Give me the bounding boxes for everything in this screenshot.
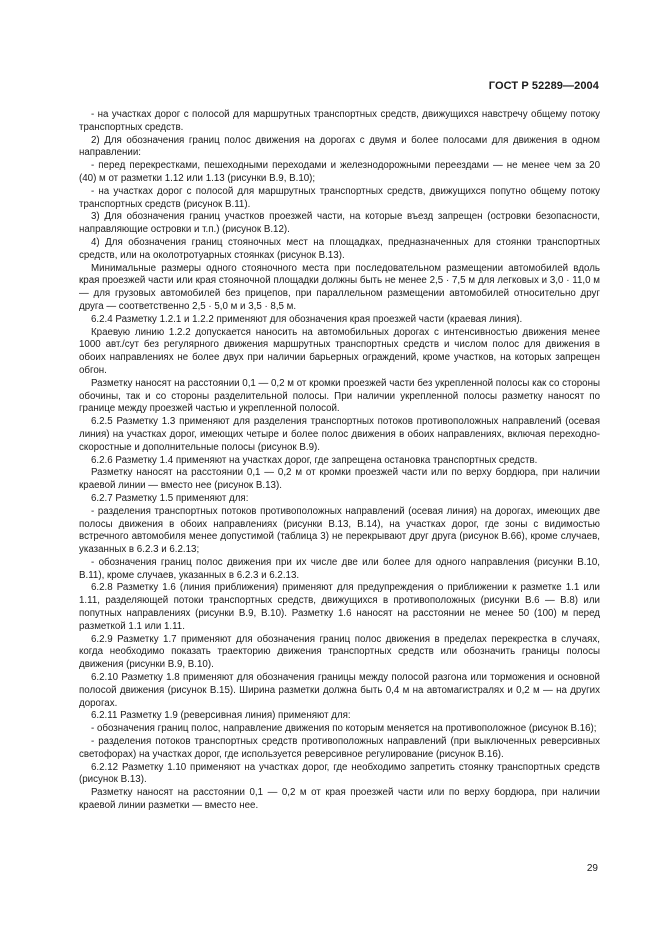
paragraph: Разметку наносят на расстоянии 0,1 — 0,2 м от края проезжей части или по верху бордюра, при наличии краевой линии разметки — вместо нее.	[79, 787, 600, 812]
paragraph: 6.2.4 Разметку 1.2.1 и 1.2.2 применяют для обозначения края проезжей части (краевая линия).	[91, 313, 523, 325]
paragraph: - обозначения границ полос движения при их числе две или более для одного направления (рисунки В.10, В.11), кроме случаев, указанных в 6.2.3 и 6.2.13.	[79, 556, 600, 581]
paragraph: 2) Для обозначения границ полос движения на дорогах с двумя и более полосами для движения в одном направлении:	[79, 134, 600, 159]
paragraph: Минимальные размеры одного стояночного места при последовательном размещении автомобилей вдоль края проезжей части или края стояночной площадки должны быть не менее 2,5 · 7,5 м для легковых и 3,0 · 11,0 м — для грузовых автомобилей без прицепов, при параллельном размещении автомобилей относительно друг друга — соответственно 2,5 · 5,0 м и 3,5 · 8,5 м.	[79, 262, 600, 312]
paragraph: 6.2.7 Разметку 1.5 применяют для:	[91, 492, 249, 504]
paragraph: 6.2.9 Разметку 1.7 применяют для обозначения границ полос движения в пределах перекрестка в случаях, когда необходимо показать траекторию движения транспортных средств или обозначить границы полосы движения (рисунки В.9, В.10).	[79, 633, 600, 671]
paragraph: 6.2.12 Разметку 1.10 применяют на участках дорог, где необходимо запретить стоянку транспортных средств (рисунок В.13).	[79, 761, 600, 786]
paragraph: - на участках дорог с полосой для маршрутных транспортных средств, движущихся попутно общему потоку транспортных средств (рисунок В.11).	[79, 185, 600, 210]
document-body	[79, 109, 600, 813]
paragraph: 6.2.8 Разметку 1.6 (линия приближения) применяют для предупреждения о приближении к разметке 1.1 или 1.11, разделяющей потоки транспортных средств, движущихся в противоположных (рисунки В.6 — В.8) или попутных направлениях (рисунки В.9, В.10). Разметку 1.6 наносят на расстоянии не менее 50 (100) м перед разметкой 1.1 или 1.11.	[79, 582, 600, 632]
paragraph: - разделения транспортных потоков противоположных направлений (осевая линия) на дорогах, имеющих две полосы движения в обоих направлениях (рисунки В.13, В.14), на участках дорог, где зоны с видимостью встречного автомобиля менее допустимой (таблица 3) не перекрывают друг друга (рисунок В.66), кроме случаев, указанных в 6.2.3 и 6.2.13;	[79, 505, 600, 556]
paragraph: - на участках дорог с полосой для маршрутных транспортных средств, движущихся навстречу общему потоку транспортных средств.	[79, 109, 600, 133]
paragraph: Разметку наносят на расстоянии 0,1 — 0,2 м от кромки проезжей части без укрепленной полосы как со стороны обочины, так и со стороны разделительной полосы. При наличии укрепленной полосы разметку наносят по границе между проезжей частью и укрепленной полосой.	[79, 377, 600, 415]
paragraph: 6.2.10 Разметку 1.8 применяют для обозначения границы между полосой разгона или торможения и основной полосой движения (рисунок В.15). Ширина разметки должна быть 0,4 м на автомагистралях и 0,2 м — на других дорогах.	[79, 672, 600, 709]
paragraph: Краевую линию 1.2.2 допускается наносить на автомобильных дорогах с интенсивностью движения менее 1000 авт./сут без регулярного движения маршрутных транспортных средств и числом полос для движения в обоих направлениях не более двух при наличии барьерных ограждений, кроме участков, на которых запрещен обгон.	[79, 326, 600, 376]
paragraph: 4) Для обозначения границ стояночных мест на площадках, предназначенных для стоянки транспортных средств, или на околотротуарных стоянках (рисунок В.13).	[79, 236, 600, 261]
document-header: ГОСТ Р 52289—2004	[488, 80, 599, 92]
page-number: 29	[586, 863, 598, 874]
paragraph: 6.2.5 Разметку 1.3 применяют для разделения транспортных потоков противоположных направлений (осевая линия) на участках дорог, имеющих четыре и более полос движения в обоих направлениях, включая переходно-скоростные и дополнительные полосы (рисунок В.9).	[79, 416, 600, 453]
paragraph: Разметку наносят на расстоянии 0,1 — 0,2 м от кромки проезжей части или по верху бордюра, при наличии краевой линии — вместо нее (рисунок В.13).	[79, 467, 600, 492]
paragraph: - разделения потоков транспортных средств противоположных направлений (при выключенных реверсивных светофорах) на участках дорог, где используется реверсивное регулирование (рисунок В.16).	[79, 736, 600, 760]
paragraph: - обозначения границ полос, направление движения по которым меняется на противоположное (рисунок В.16);	[91, 723, 597, 735]
paragraph: - перед перекрестками, пешеходными переходами и железнодорожными переездами — не менее чем за 20 (40) м от разметки 1.12 или 1.13 (рисунки В.9, В.10);	[79, 160, 600, 184]
paragraph: 6.2.6 Разметку 1.4 применяют на участках дорог, где запрещена остановка транспортных средств.	[91, 454, 538, 466]
paragraph: 3) Для обозначения границ участков проезжей части, на которые въезд запрещен (островки безопасности, направляющие островки и т.п.) (рисунок В.12).	[79, 211, 600, 236]
paragraph: 6.2.11 Разметку 1.9 (реверсивная линия) применяют для:	[91, 710, 351, 722]
